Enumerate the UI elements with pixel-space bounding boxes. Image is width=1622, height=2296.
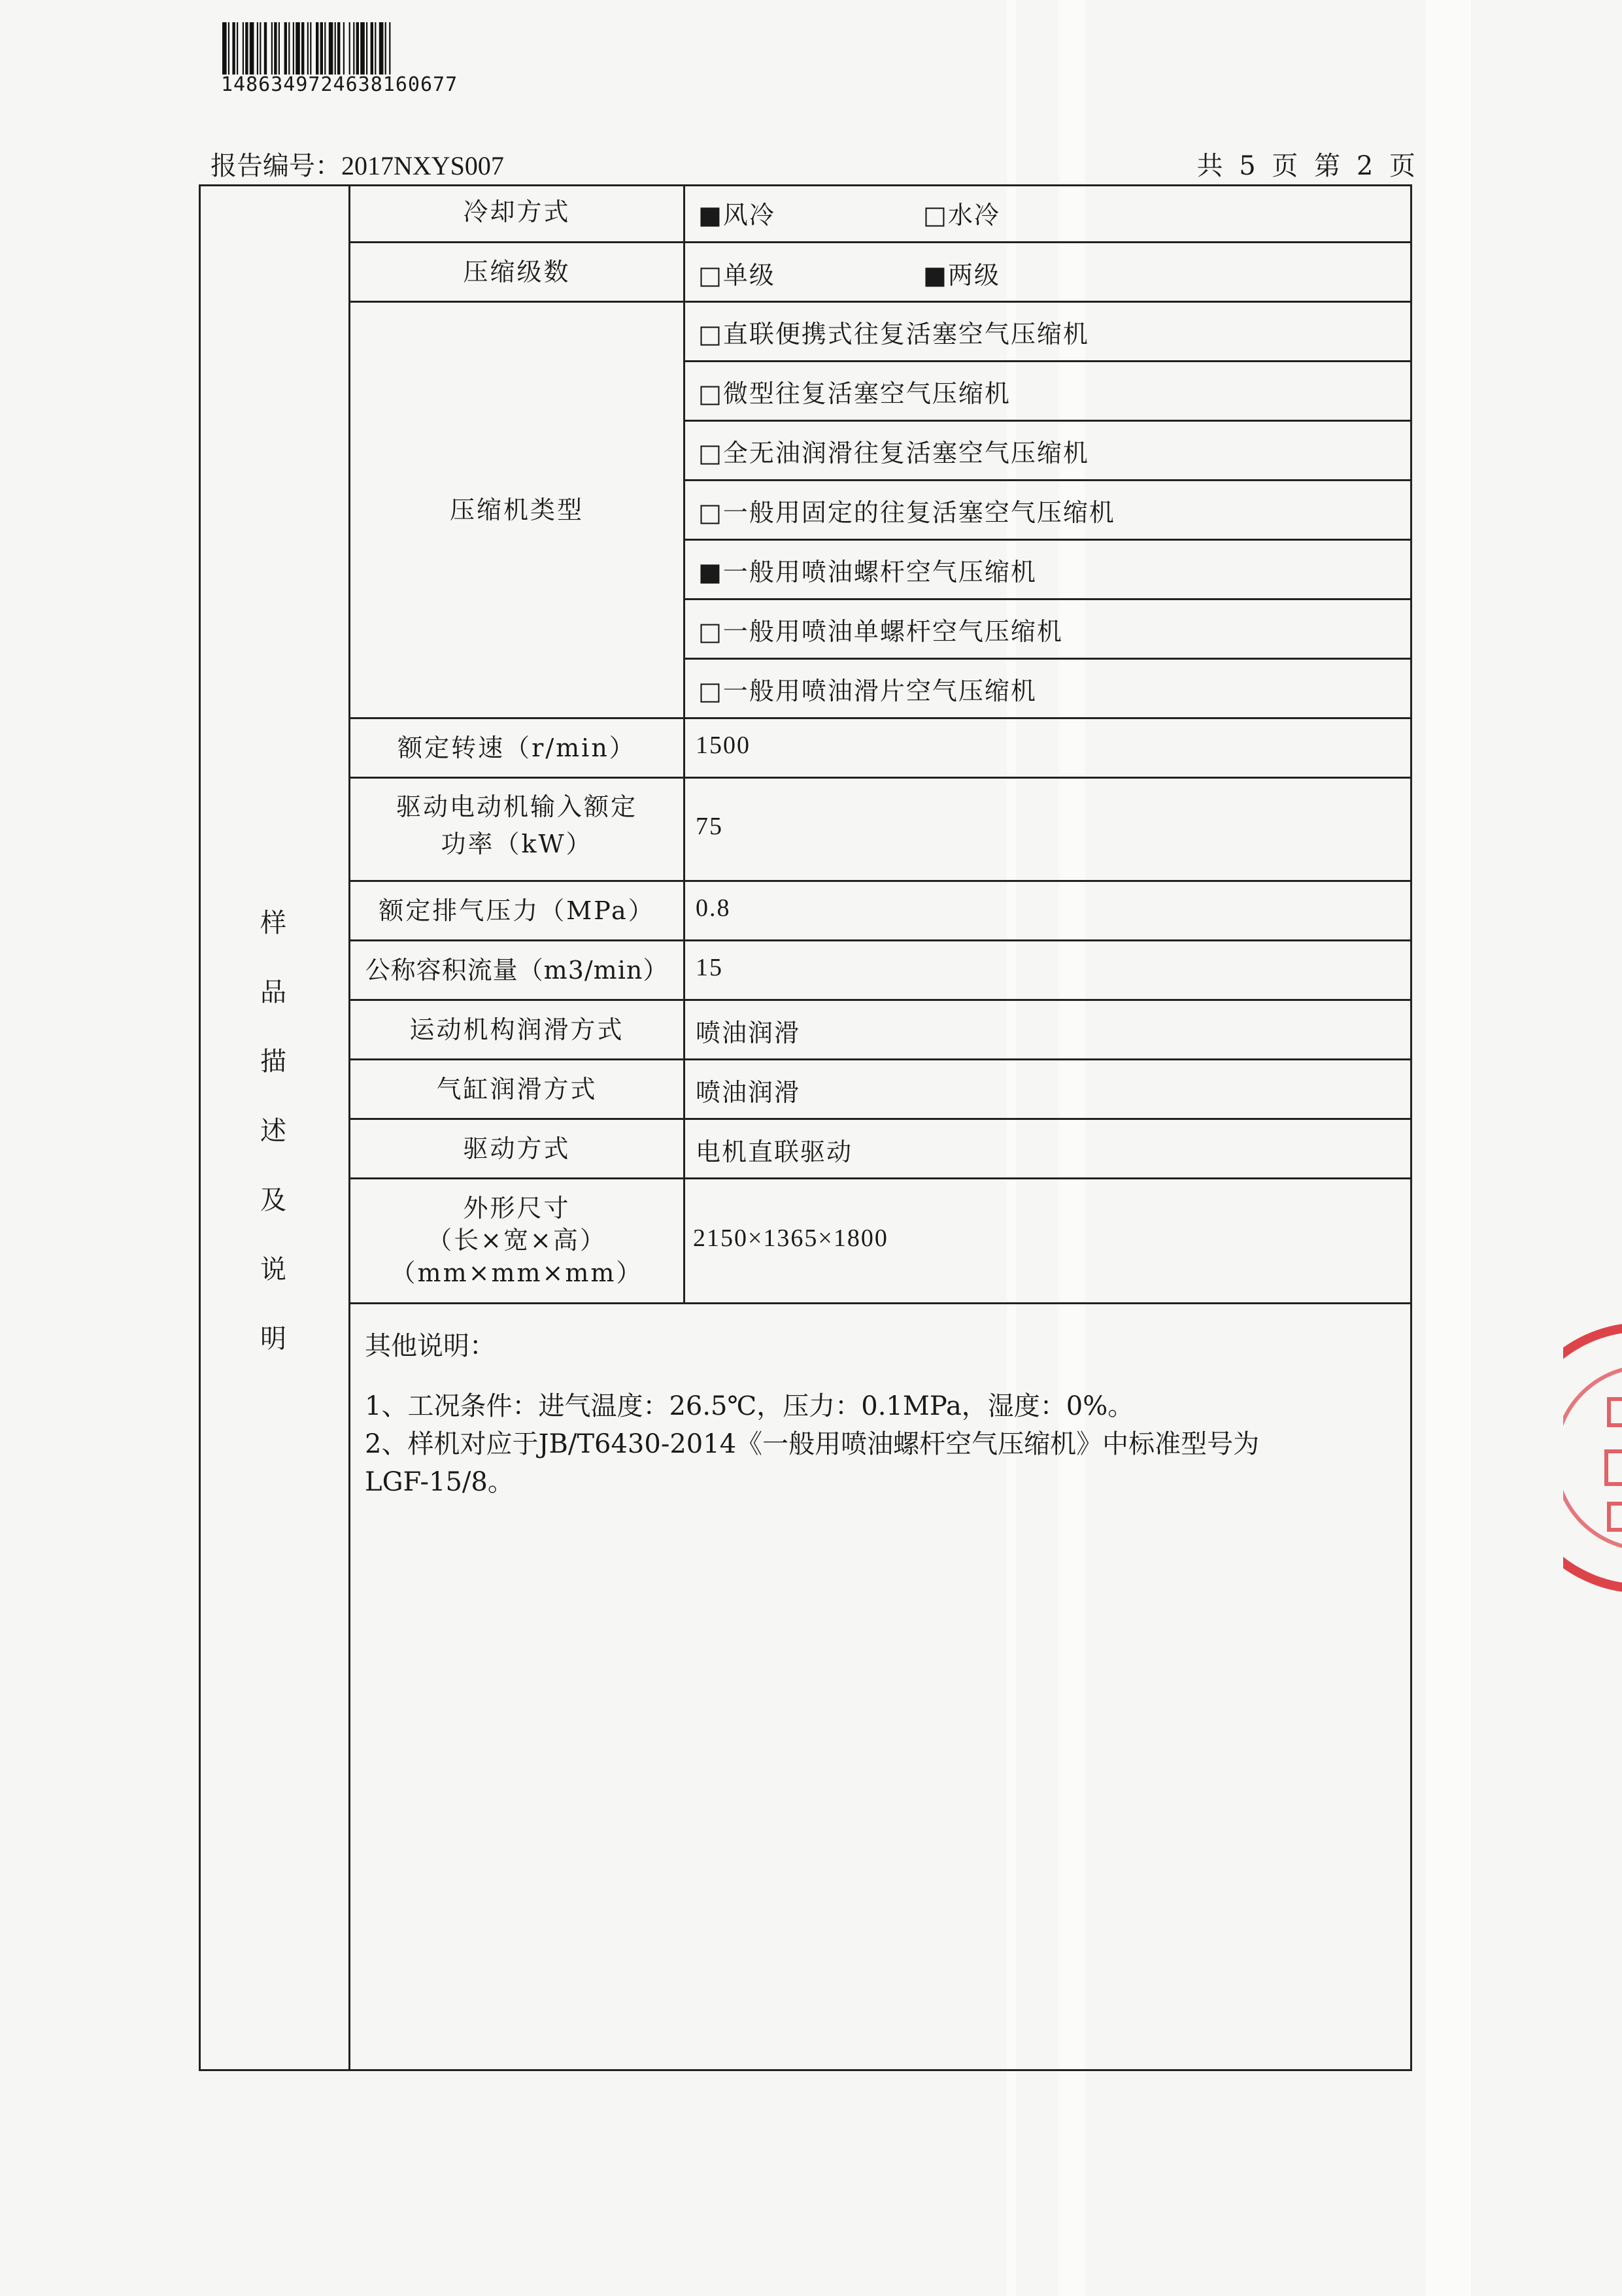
side-label-char: 及 bbox=[260, 1185, 286, 1215]
seal-stamp-image bbox=[1563, 1321, 1622, 1595]
drive-method-value: 电机直联驱动 bbox=[696, 1138, 853, 1166]
row-divider bbox=[683, 360, 1412, 362]
motor-power-label bbox=[350, 788, 683, 863]
row-divider bbox=[350, 1302, 1412, 1304]
report-number-label: 报告编号： bbox=[211, 151, 341, 181]
column-divider bbox=[683, 184, 685, 1302]
volume-flow-value: 15 bbox=[696, 954, 723, 981]
cooling-water-option: □水冷 bbox=[923, 201, 1000, 229]
stages-single-option: □单级 bbox=[698, 261, 775, 290]
rated-speed-label: 额定转速（r/min） bbox=[397, 734, 636, 762]
volume-flow-label: 公称容积流量（m3/min） bbox=[365, 956, 669, 985]
motor-power-label-line1: 驱动电动机输入额定 bbox=[396, 792, 637, 821]
side-label-char: 述 bbox=[260, 1116, 286, 1146]
compressor-type-option: □一般用固定的往复活塞空气压缩机 bbox=[698, 498, 1115, 527]
page-count: 共 5 页 第 2 页 bbox=[1196, 151, 1419, 181]
row-divider bbox=[350, 1058, 1412, 1060]
dimensions-label bbox=[350, 1192, 683, 1289]
discharge-pressure-label: 额定排气压力（MPa） bbox=[379, 896, 655, 925]
row-divider bbox=[683, 479, 1412, 481]
side-label-char: 明 bbox=[260, 1324, 286, 1354]
compressor-type-option: □直联便携式往复活塞空气压缩机 bbox=[698, 320, 1089, 348]
row-divider bbox=[350, 301, 1412, 303]
cooling-label: 冷却方式 bbox=[463, 197, 571, 226]
compressor-type-label: 压缩机类型 bbox=[449, 496, 584, 524]
report-number bbox=[211, 145, 504, 182]
dimensions-label-line3: （mm×mm×mm） bbox=[390, 1258, 643, 1287]
motor-power-value: 75 bbox=[696, 813, 723, 840]
dimensions-value: 2150×1365×1800 bbox=[693, 1224, 888, 1252]
stages-two-option: ■两级 bbox=[923, 261, 1000, 290]
row-divider bbox=[350, 1177, 1412, 1179]
note-line: 2、样机对应于JB/T6430-2014《一般用喷油螺杆空气压缩机》中标准型号为 bbox=[365, 1429, 1260, 1459]
row-divider bbox=[350, 717, 1412, 719]
side-label-char: 品 bbox=[260, 977, 286, 1007]
side-label-char: 样 bbox=[260, 908, 286, 938]
row-divider bbox=[350, 999, 1412, 1001]
discharge-pressure-value: 0.8 bbox=[696, 894, 731, 922]
compressor-type-option: ■一般用喷油螺杆空气压缩机 bbox=[698, 558, 1037, 586]
side-label-char: 说 bbox=[260, 1255, 286, 1285]
cylinder-lubrication-value: 喷油润滑 bbox=[696, 1078, 801, 1107]
mechanism-lubrication-label: 运动机构润滑方式 bbox=[409, 1015, 624, 1044]
motor-power-label-line2: 功率（kW） bbox=[441, 830, 593, 858]
scan-streak bbox=[1425, 0, 1471, 2296]
compressor-type-option: □一般用喷油单螺杆空气压缩机 bbox=[698, 617, 1063, 646]
compressor-type-option: □一般用喷油滑片空气压缩机 bbox=[698, 677, 1037, 705]
stages-label: 压缩级数 bbox=[463, 258, 571, 286]
note-line: LGF-15/8。 bbox=[365, 1467, 514, 1497]
row-divider bbox=[683, 598, 1412, 600]
mechanism-lubrication-value: 喷油润滑 bbox=[696, 1019, 801, 1047]
compressor-type-option: □微型往复活塞空气压缩机 bbox=[698, 379, 1011, 408]
drive-method-label: 驱动方式 bbox=[463, 1134, 571, 1163]
rated-speed-value: 1500 bbox=[696, 732, 751, 759]
row-divider bbox=[350, 1118, 1412, 1120]
cylinder-lubrication-label: 气缸润滑方式 bbox=[436, 1075, 598, 1104]
side-label-char: 描 bbox=[260, 1047, 286, 1077]
row-divider bbox=[683, 658, 1412, 660]
row-divider bbox=[350, 777, 1412, 779]
row-divider bbox=[683, 539, 1412, 541]
row-divider bbox=[350, 939, 1412, 941]
row-divider bbox=[683, 420, 1412, 422]
compressor-type-option: □全无油润滑往复活塞空气压缩机 bbox=[698, 439, 1089, 467]
barcode-image bbox=[222, 22, 484, 75]
cooling-air-option: ■风冷 bbox=[698, 201, 775, 229]
row-divider bbox=[350, 241, 1412, 243]
note-line: 1、工况条件：进气温度：26.5℃，压力：0.1MPa，湿度：0%。 bbox=[365, 1391, 1134, 1421]
row-divider bbox=[350, 880, 1412, 882]
other-notes bbox=[365, 1327, 1385, 1501]
notes-title: 其他说明： bbox=[365, 1331, 496, 1361]
report-number-value: 2017NXYS007 bbox=[341, 151, 504, 180]
barcode-number: 1486349724638160677 bbox=[221, 73, 458, 96]
dimensions-label-line1: 外形尺寸 bbox=[463, 1194, 571, 1223]
dimensions-label-line2: （长×宽×高） bbox=[427, 1226, 607, 1255]
